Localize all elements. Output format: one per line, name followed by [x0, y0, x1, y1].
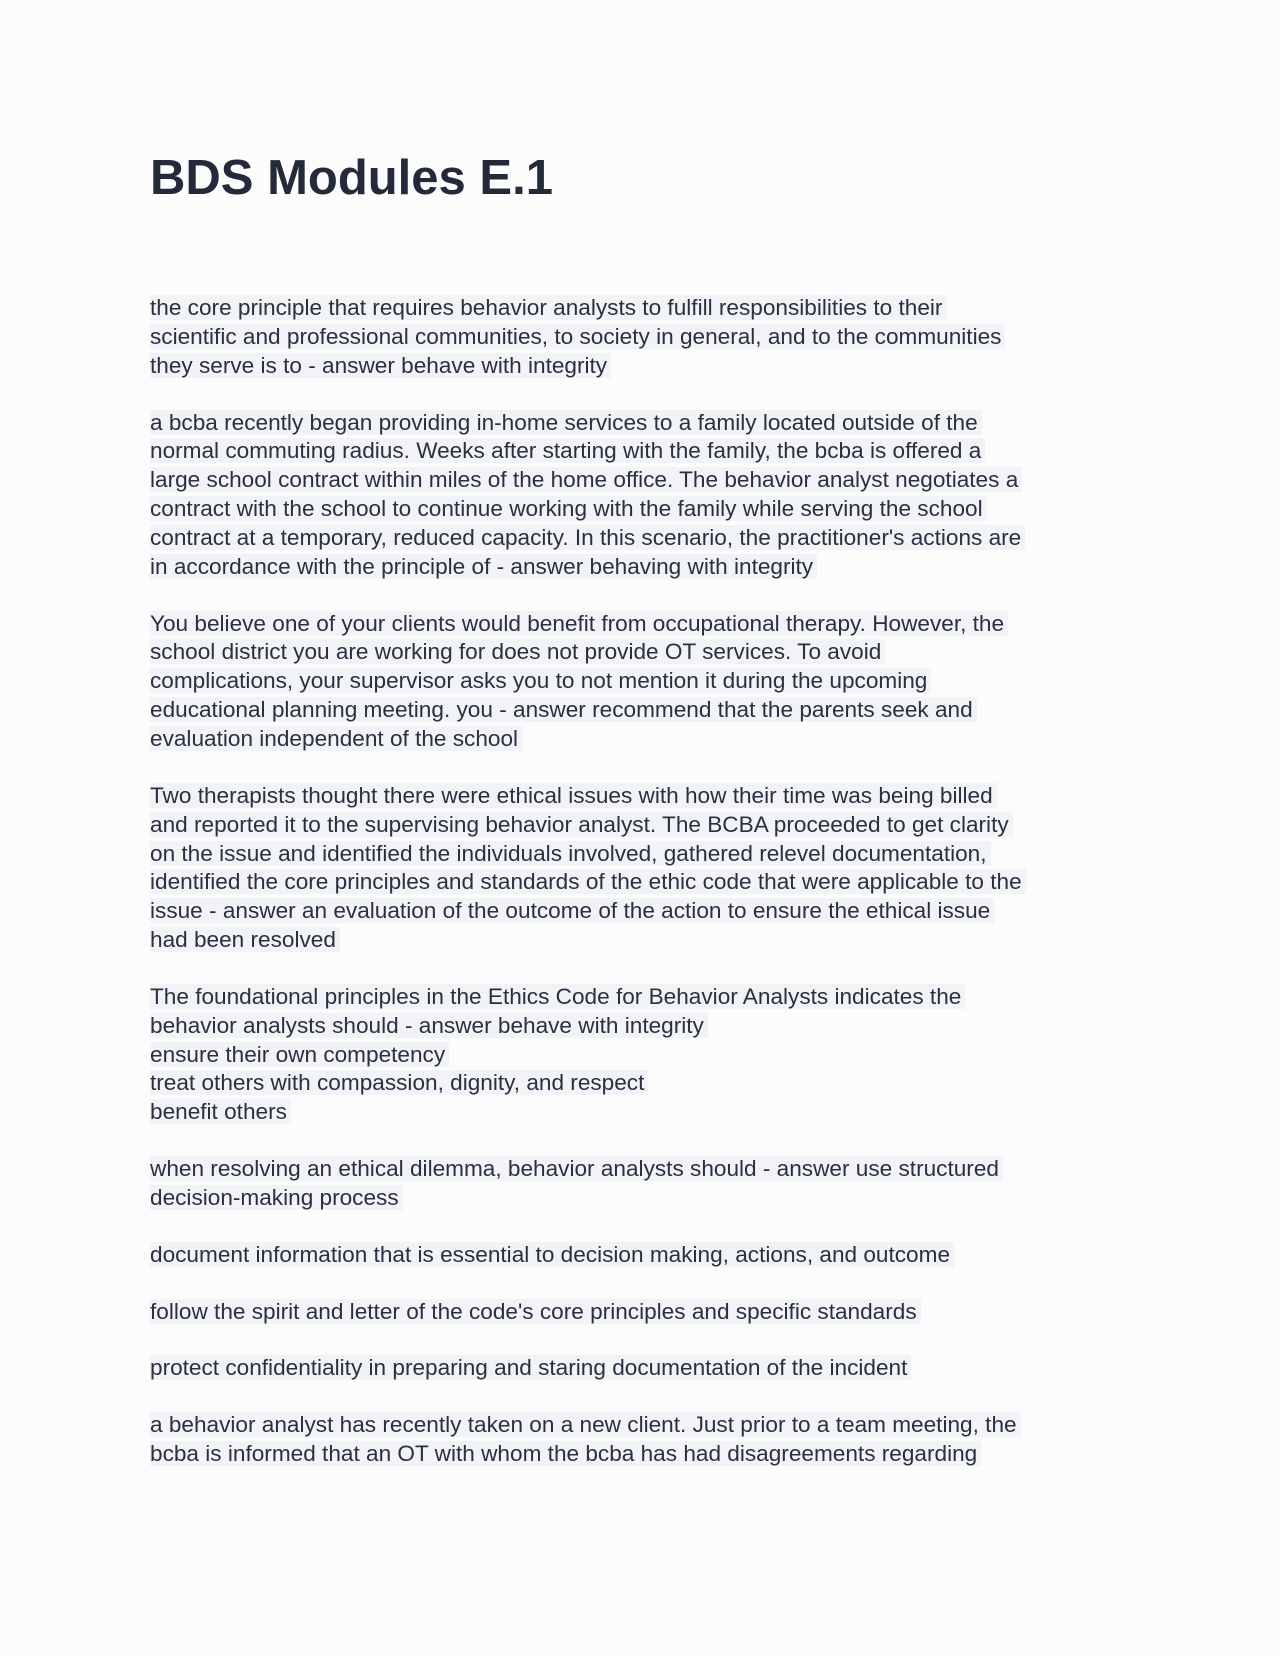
paragraph: [150, 610, 1150, 754]
text-line: The foundational principles in the Ethics Code for Behavior Analysts indicates the: [150, 984, 965, 1009]
paragraph: [150, 983, 1150, 1127]
text-line: protect confidentiality in preparing and staring documentation of the incident: [150, 1355, 911, 1380]
text-line: educational planning meeting. you - answer recommend that the parents seek and: [150, 697, 977, 722]
text-line: bcba is informed that an OT with whom the bcba has had disagreements regarding: [150, 1441, 981, 1466]
text-line: evaluation independent of the school: [150, 726, 522, 751]
text-line: large school contract within miles of the home office. The behavior analyst negotiates a: [150, 467, 1022, 492]
text-line: contract at a temporary, reduced capacity. In this scenario, the practitioner's actions are: [150, 525, 1025, 550]
document-body: [150, 294, 1150, 1497]
text-line: decision-making process: [150, 1185, 403, 1210]
paragraph: [150, 1354, 1150, 1383]
text-line: identified the core principles and standards of the ethic code that were applicable to the: [150, 869, 1026, 894]
text-line: Two therapists thought there were ethical issues with how their time was being billed: [150, 783, 997, 808]
text-line: school district you are working for does not provide OT services. To avoid: [150, 639, 885, 664]
text-line: You believe one of your clients would benefit from occupational therapy. However, the: [150, 611, 1008, 636]
paragraph: [150, 1241, 1150, 1270]
paragraph: [150, 294, 1150, 381]
text-line: a behavior analyst has recently taken on a new client. Just prior to a team meeting, the: [150, 1412, 1021, 1437]
text-line: treat others with compassion, dignity, and respect: [150, 1070, 648, 1095]
text-line: on the issue and identified the individuals involved, gathered relevel documentation,: [150, 841, 991, 866]
paragraph: [150, 782, 1150, 955]
text-line: when resolving an ethical dilemma, behavior analysts should - answer use structured: [150, 1156, 1003, 1181]
text-line: scientific and professional communities, to society in general, and to the communities: [150, 324, 1005, 349]
text-line: document information that is essential to decision making, actions, and outcome: [150, 1242, 954, 1267]
text-line: and reported it to the supervising behavior analyst. The BCBA proceeded to get clarity: [150, 812, 1013, 837]
paragraph: [150, 1155, 1150, 1213]
text-line: benefit others: [150, 1099, 291, 1124]
text-line: a bcba recently began providing in-home services to a family located outside of the: [150, 410, 982, 435]
text-line: behavior analysts should - answer behave with integrity: [150, 1013, 708, 1038]
paragraph: [150, 409, 1150, 582]
text-line: follow the spirit and letter of the code's core principles and specific standards: [150, 1299, 921, 1324]
text-line: contract with the school to continue working with the family while serving the school: [150, 496, 987, 521]
text-line: they serve is to - answer behave with integrity: [150, 353, 611, 378]
text-line: issue - answer an evaluation of the outcome of the action to ensure the ethical issue: [150, 898, 994, 923]
text-line: complications, your supervisor asks you to not mention it during the upcoming: [150, 668, 931, 693]
paragraph: [150, 1298, 1150, 1327]
text-line: normal commuting radius. Weeks after starting with the family, the bcba is offered a: [150, 438, 985, 463]
paragraph: [150, 1411, 1150, 1469]
page-title: BDS Modules E.1: [150, 151, 553, 205]
text-line: had been resolved: [150, 927, 340, 952]
text-line: in accordance with the principle of - answer behaving with integrity: [150, 554, 817, 579]
text-line: the core principle that requires behavior analysts to fulfill responsibilities to their: [150, 295, 946, 320]
text-line: ensure their own competency: [150, 1042, 449, 1067]
